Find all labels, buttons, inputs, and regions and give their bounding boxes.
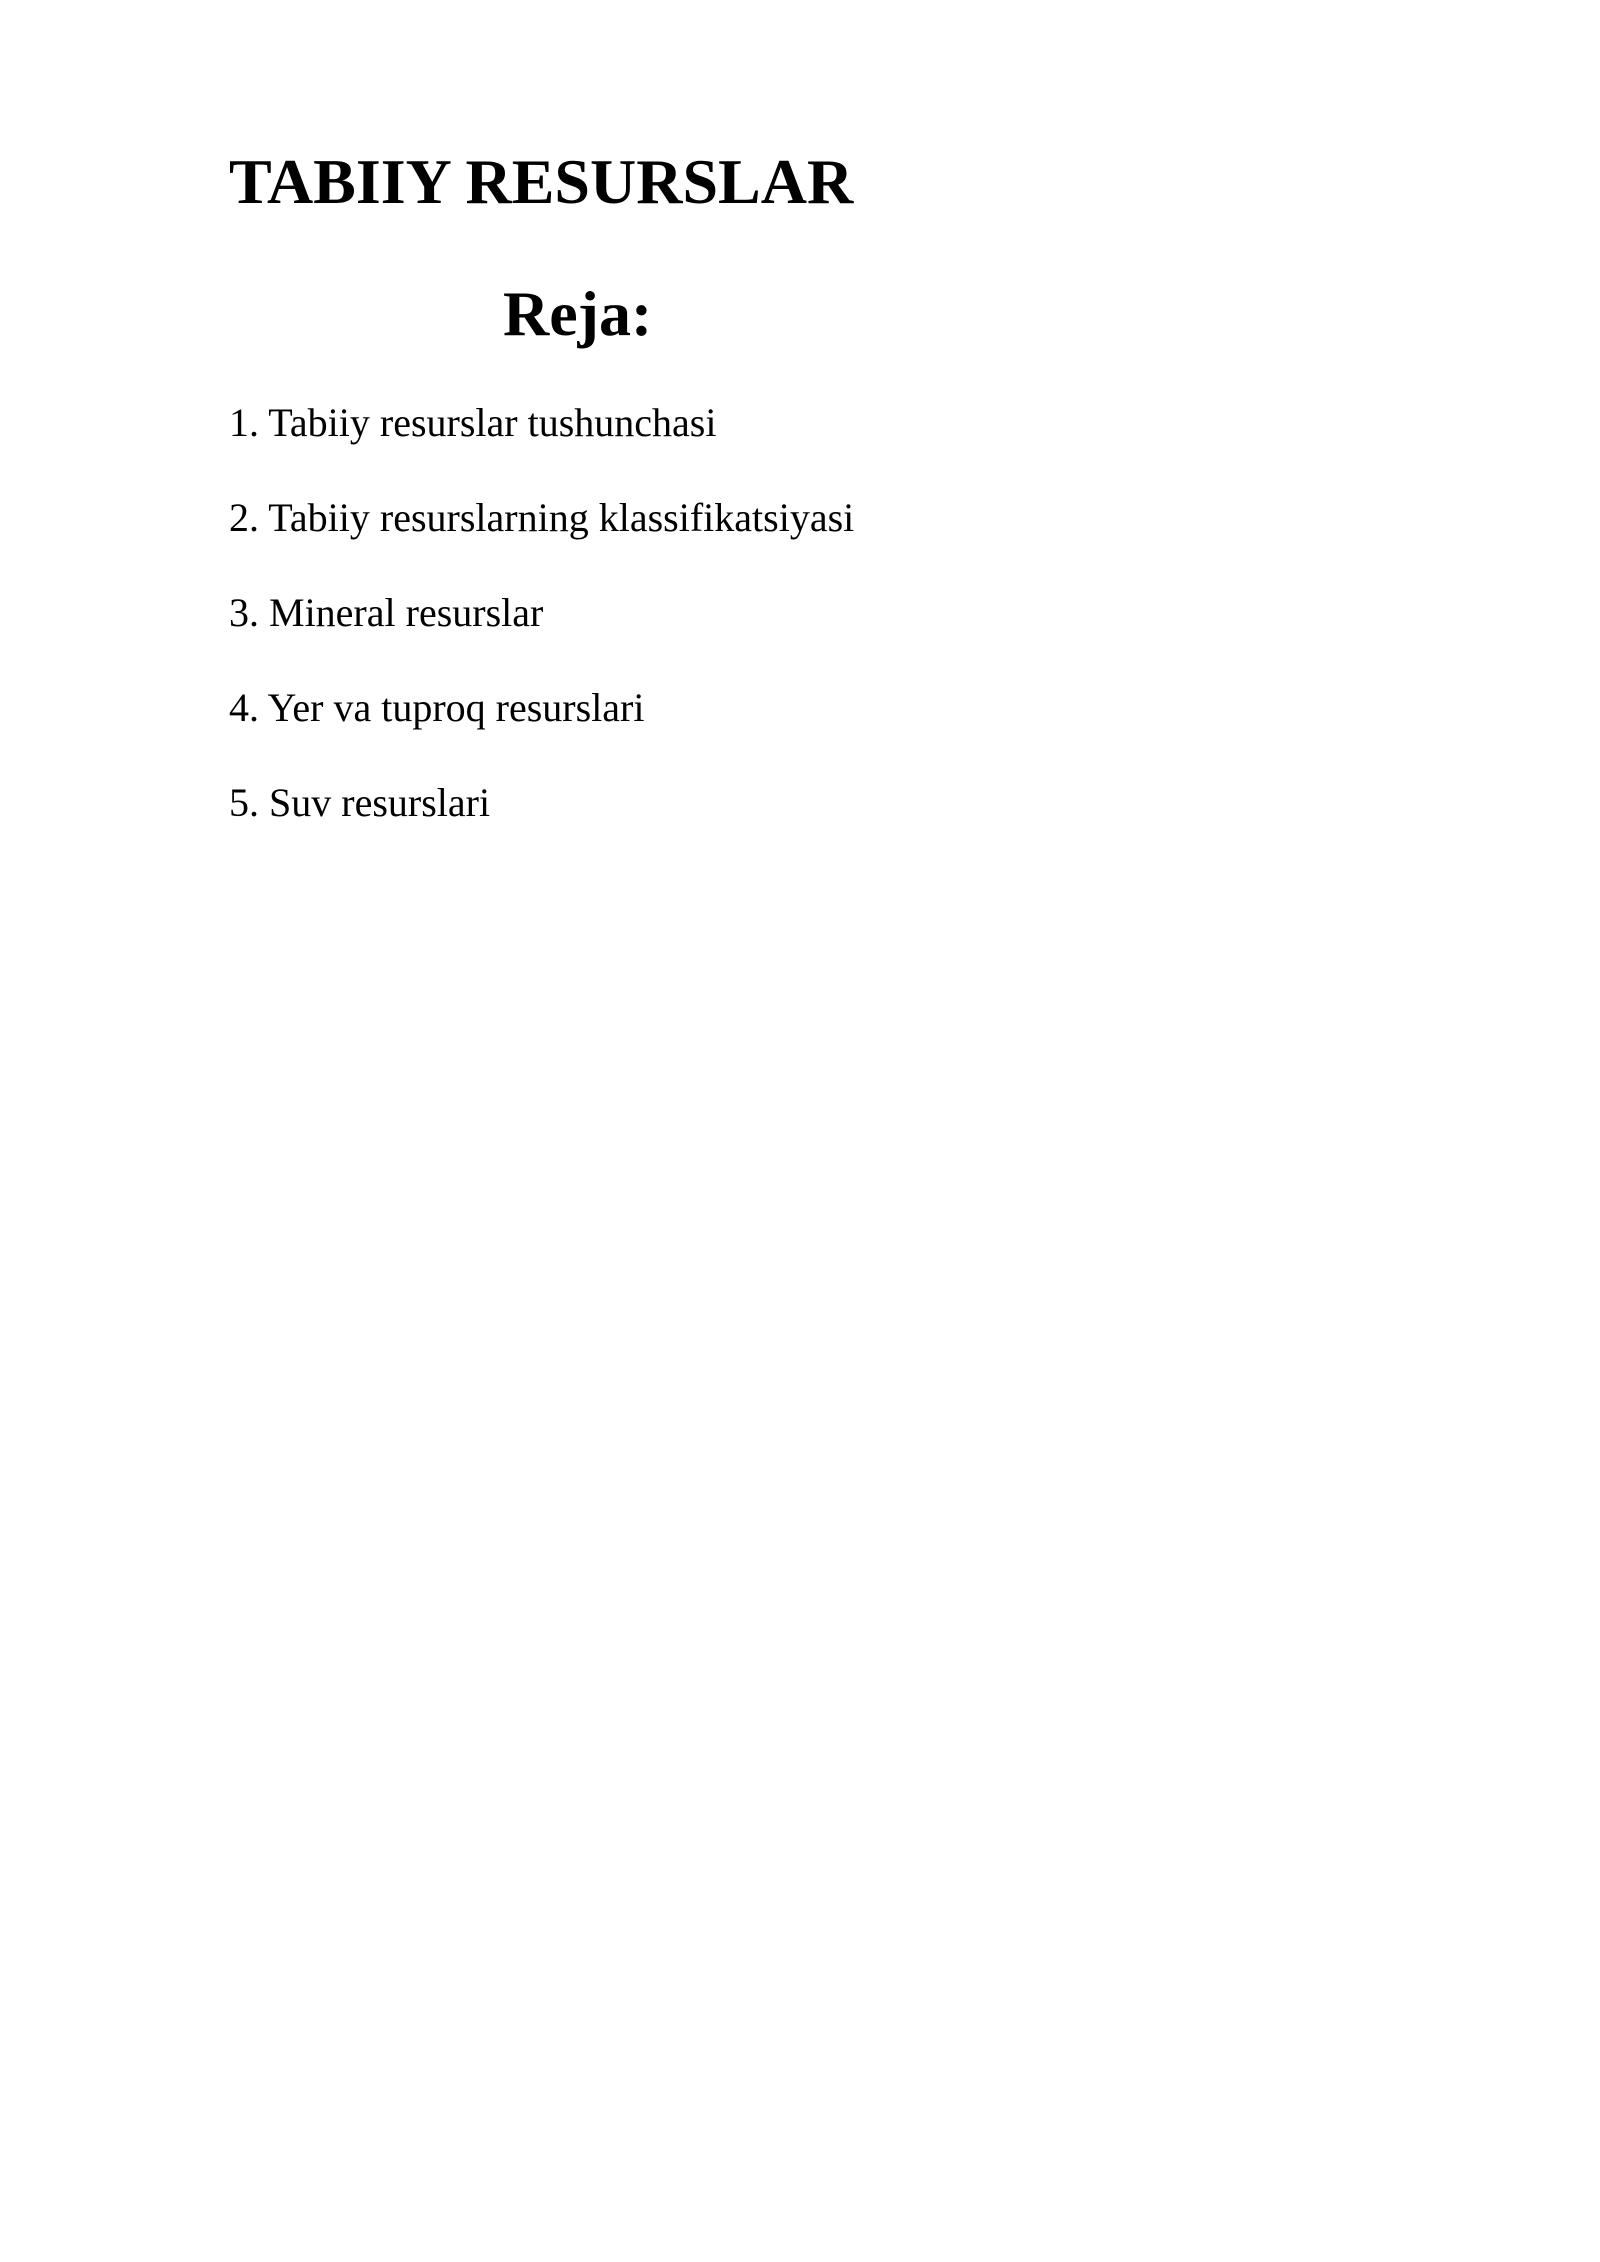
plan-list <box>229 400 854 875</box>
plan-item-3 <box>229 590 854 636</box>
plan-item-number: 1. <box>229 400 259 445</box>
plan-item-text: Tabiiy resurslarning klassifikatsiyasi <box>268 495 855 540</box>
plan-item-5 <box>229 780 854 826</box>
plan-item-text: Mineral resurslar <box>269 590 544 635</box>
plan-item-text: Yer va tuproq resurslari <box>267 685 645 730</box>
plan-item-number: 4. <box>229 685 259 730</box>
plan-item-number: 2. <box>229 495 259 540</box>
plan-item-1 <box>229 400 854 446</box>
document-title: TABIIY RESURSLAR <box>229 146 854 217</box>
plan-item-2 <box>229 495 854 541</box>
plan-item-text: Tabiiy resurslar tushunchasi <box>268 400 717 445</box>
plan-item-4 <box>229 685 854 731</box>
plan-heading: Reja: <box>503 278 653 349</box>
plan-item-number: 5. <box>229 780 259 825</box>
plan-item-text: Suv resurslari <box>269 780 491 825</box>
plan-item-number: 3. <box>229 590 259 635</box>
